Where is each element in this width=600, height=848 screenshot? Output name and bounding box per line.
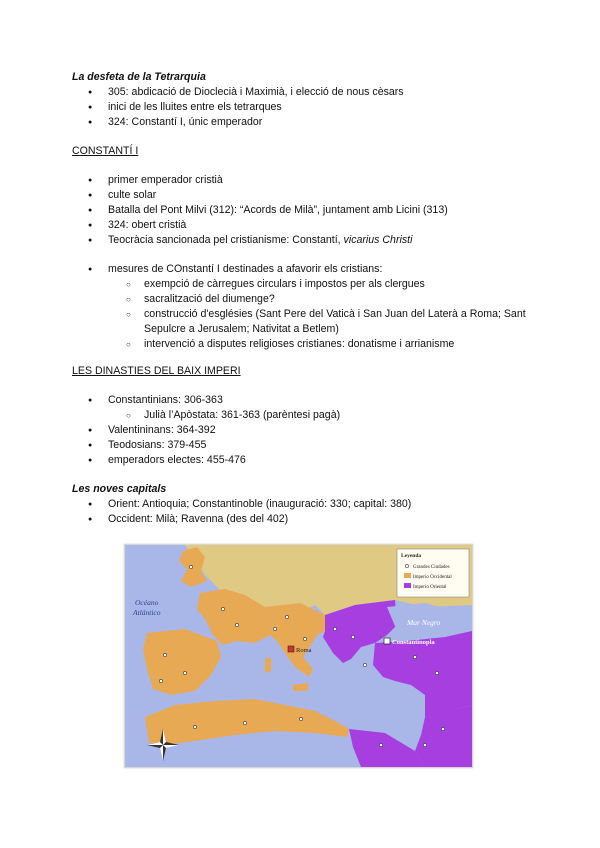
heading-capitals: Les noves capitals <box>72 483 167 495</box>
constantinople-marker <box>384 638 390 644</box>
sub-list-item: ○ intervenció a disputes religioses cristianes: donatisme i arrianisme <box>72 337 532 352</box>
list-capitals <box>72 497 532 527</box>
sub-list-item: ○ Julià l’Apòstata: 361-363 (parèntesi pagà) <box>72 408 532 423</box>
legend-item: Imperio Oriental <box>413 585 447 590</box>
list-tetrarquia <box>72 85 532 130</box>
heading-dinasties: LES DINASTIES DEL BAIX IMPERI <box>72 365 241 377</box>
legend-item: Grandes Ciudades <box>413 565 450 570</box>
list-item: ● 324: obert cristià <box>72 218 532 233</box>
list-item-mesures: ● mesures de COnstantí I destinades a afavorir els cristians: <box>72 262 532 277</box>
ocean-label-2: Atlántico <box>133 608 161 617</box>
list-item: ● emperadors electes: 455-476 <box>72 453 532 468</box>
map-svg <box>125 545 472 767</box>
list-item: ● Orient: Antioquia; Constantinoble (inauguració: 330; capital: 380) <box>72 497 532 512</box>
map-legend <box>397 549 469 597</box>
corsica-region <box>265 657 271 673</box>
legend-city-icon <box>405 564 408 567</box>
list-item: ● Batalla del Pont Milvi (312): “Acords de Milà”, juntament amb Licini (313) <box>72 203 532 218</box>
list-item: ● Teodosians: 379-455 <box>72 438 532 453</box>
list-item: ● Valentininans: 364-392 <box>72 423 532 438</box>
list-item: ● 324: Constantí I, únic emperador <box>72 115 532 130</box>
legend-east-swatch <box>404 583 411 588</box>
list-item: ● 305: abdicació de Dioclecià i Maximià, i elecció de nous cèsars <box>72 85 532 100</box>
list-item-teocracia <box>72 233 532 248</box>
list-item: ● inici de les lluites entre els tetrarques <box>72 100 532 115</box>
list-constanti <box>72 173 532 248</box>
heading-constanti: CONSTANTÍ I <box>72 145 139 157</box>
vicarius-christi: vicarius Christi <box>343 234 413 246</box>
teocracia-text: Teocràcia sancionada pel cristianisme: Constantí, <box>108 234 344 246</box>
roman-empire-map <box>124 544 473 768</box>
list-item: ● culte solar <box>72 188 532 203</box>
list-dinasties <box>72 393 532 468</box>
sea-label: Mar Negro <box>407 618 441 627</box>
legend-item: Imperio Occidental <box>413 575 452 580</box>
sub-list-item: ○ construcció d'esglésies (Sant Pere del Vaticà i San Juan del Laterà a Roma; Sant Sepulcre a Jerusalem; Nativitat a Betlem) <box>72 307 532 337</box>
legend-title: Leyenda <box>401 553 422 559</box>
legend-west-swatch <box>404 573 411 578</box>
city-label-constantinopla: Constantinopla <box>392 639 435 646</box>
list-item: ● Occident: Milà; Ravenna (des del 402) <box>72 512 532 527</box>
list-item: ● primer emperador cristià <box>72 173 532 188</box>
sub-list-item: ○ exempció de càrregues circulars i impostos per als clergues <box>72 277 532 292</box>
sub-list-item: ○ sacralització del diumenge? <box>72 292 532 307</box>
document-page <box>72 70 532 527</box>
ocean-label-1: Océano <box>135 598 159 607</box>
list-item: ● Constantinians: 306-363 <box>72 393 532 408</box>
rome-marker <box>288 646 294 652</box>
heading-tetrarquia: La desfeta de la Tetrarquia <box>72 71 206 83</box>
city-label-roma: Roma <box>296 647 312 654</box>
list-mesures <box>72 262 532 352</box>
